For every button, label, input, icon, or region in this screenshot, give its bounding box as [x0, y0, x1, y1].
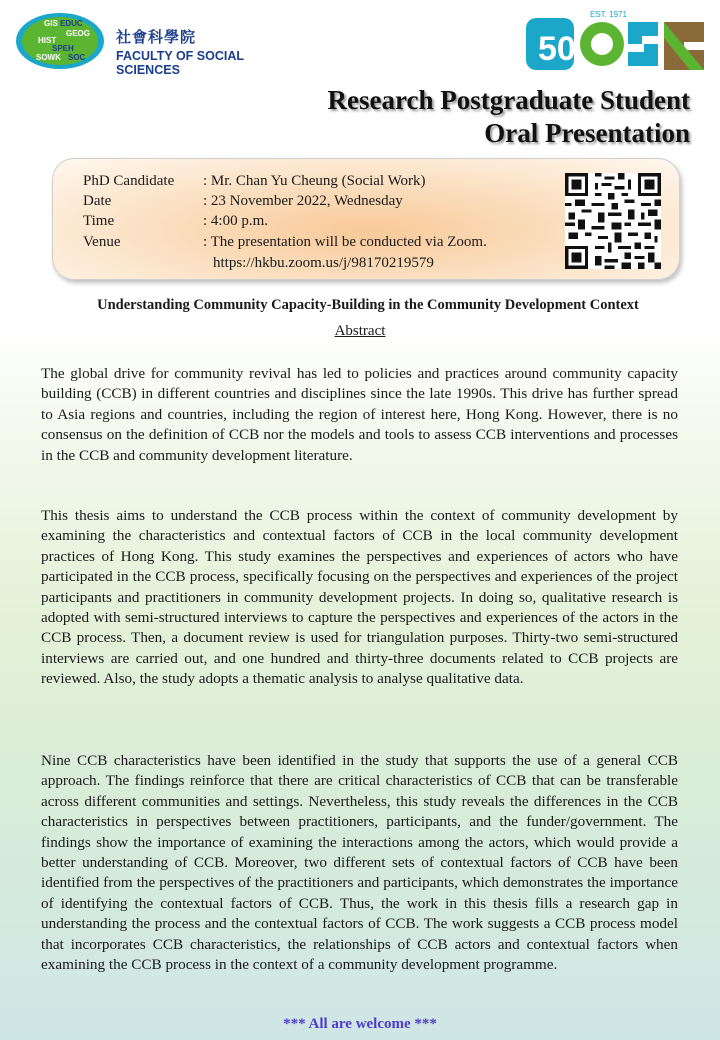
date-label: Date [83, 193, 112, 209]
info-candidate-row [83, 171, 426, 191]
faculty-name-english: FACULTY OF SOCIAL SCIENCES [116, 49, 244, 77]
title-line-1: Research Postgraduate Student [327, 85, 690, 115]
venue-value: : The presentation will be conducted via Zoom. [203, 234, 487, 250]
zoom-link[interactable]: https://hkbu.zoom.us/j/98170219579 [213, 255, 434, 271]
info-time-row [83, 211, 268, 231]
info-date-row [83, 191, 403, 211]
logo-word: SOWK [36, 53, 61, 62]
qr-code-icon[interactable] [565, 173, 661, 269]
abstract-paragraph-1: The global drive for community revival has led to policies and practices around community capacity building (CCB) in different countries and disciplines since the late 1990s. This drive has further spread to Asia regions and countries, including the region of interest here, Hong Kong. However, there is no consensus on the definition of CCB nor the models and tools to assess CCB interventions and processes in the CCB and community development literature. [41, 365, 678, 464]
faculty-name-chinese: 社會科學院 [116, 28, 197, 46]
anniversary-est-label: EST. 1971 [590, 10, 627, 19]
candidate-label: PhD Candidate [83, 173, 175, 189]
candidate-value: : Mr. Chan Yu Cheung (Social Work) [203, 173, 426, 189]
info-venue-row [83, 232, 487, 252]
date-value: : 23 November 2022, Wednesday [203, 193, 403, 209]
anniversary-logo-icon [524, 8, 708, 74]
title-line-2: Oral Presentation [484, 118, 690, 148]
abstract-paragraph-3: Nine CCB characteristics have been identified in the study that supports the use of a general CCB approach. The findings reinforce that there are critical characteristics of CCB that can be transferable across different communities and settings. Nevertheless, this study reveals the differences in the CCB characteristics in perspectives between practitioners, participants, and the funder/government. The findings show the importance of examining the interactions among the actors, which would provide a better understanding of CCB. Moreover, two different sets of contextual factors of CCB have been identified from the perspectives of the practitioners and participants, which demonstrates the importance of identifying the contextual factors of CCB. Thus, the work in this thesis fills a research gap in understanding the process and the contextual factors of CCB. The work suggests a CCB process model that incorporates CCB characteristics, the relationships of CCB actors and contextual factors when examining the CCB process in the context of a community development programme. [41, 752, 678, 974]
venue-label: Venue [83, 234, 121, 250]
welcome-footer: *** All are welcome *** [283, 1016, 437, 1032]
time-value: : 4:00 p.m. [203, 213, 269, 229]
logo-word: GIS [44, 19, 58, 28]
abstract-paragraph-2: This thesis aims to understand the CCB process within the context of community development by examining the characteristics and contextual factors of CCB in the local community development practices of Hong Kong. This study examines the perspectives and experiences of actors who have participated in the CCB process, specifically focusing on the perspectives and experiences of the project participants and practitioners in community development projects. In doing so, qualitative research is adopted with semi-structured interviews to capture the perspectives and experiences of the actors in the CCB process. Then, a document review is used for triangulation purposes. Thirty-two semi-structured interviews are carried out, and one hundred and thirty-three documents related to CCB projects are reviewed. Also, the study adopts a thematic analysis to analyse qualitative data. [41, 507, 678, 688]
logo-word: SOC [68, 53, 86, 62]
presentation-info-box [52, 158, 680, 280]
anniversary-number: 50 [538, 30, 576, 68]
talk-title: Understanding Community Capacity-Building in the Community Development Context [97, 297, 639, 313]
faculty-logo [14, 12, 294, 77]
logo-word: GEOG [66, 29, 91, 38]
abstract-heading: Abstract [334, 323, 386, 339]
time-label: Time [83, 213, 115, 229]
logo-word: SPEH [52, 44, 74, 53]
faculty-logo-circle-icon [14, 12, 106, 70]
logo-word: EDUC [60, 19, 83, 28]
page-title [328, 84, 690, 150]
logo-word: HIST [38, 36, 57, 45]
